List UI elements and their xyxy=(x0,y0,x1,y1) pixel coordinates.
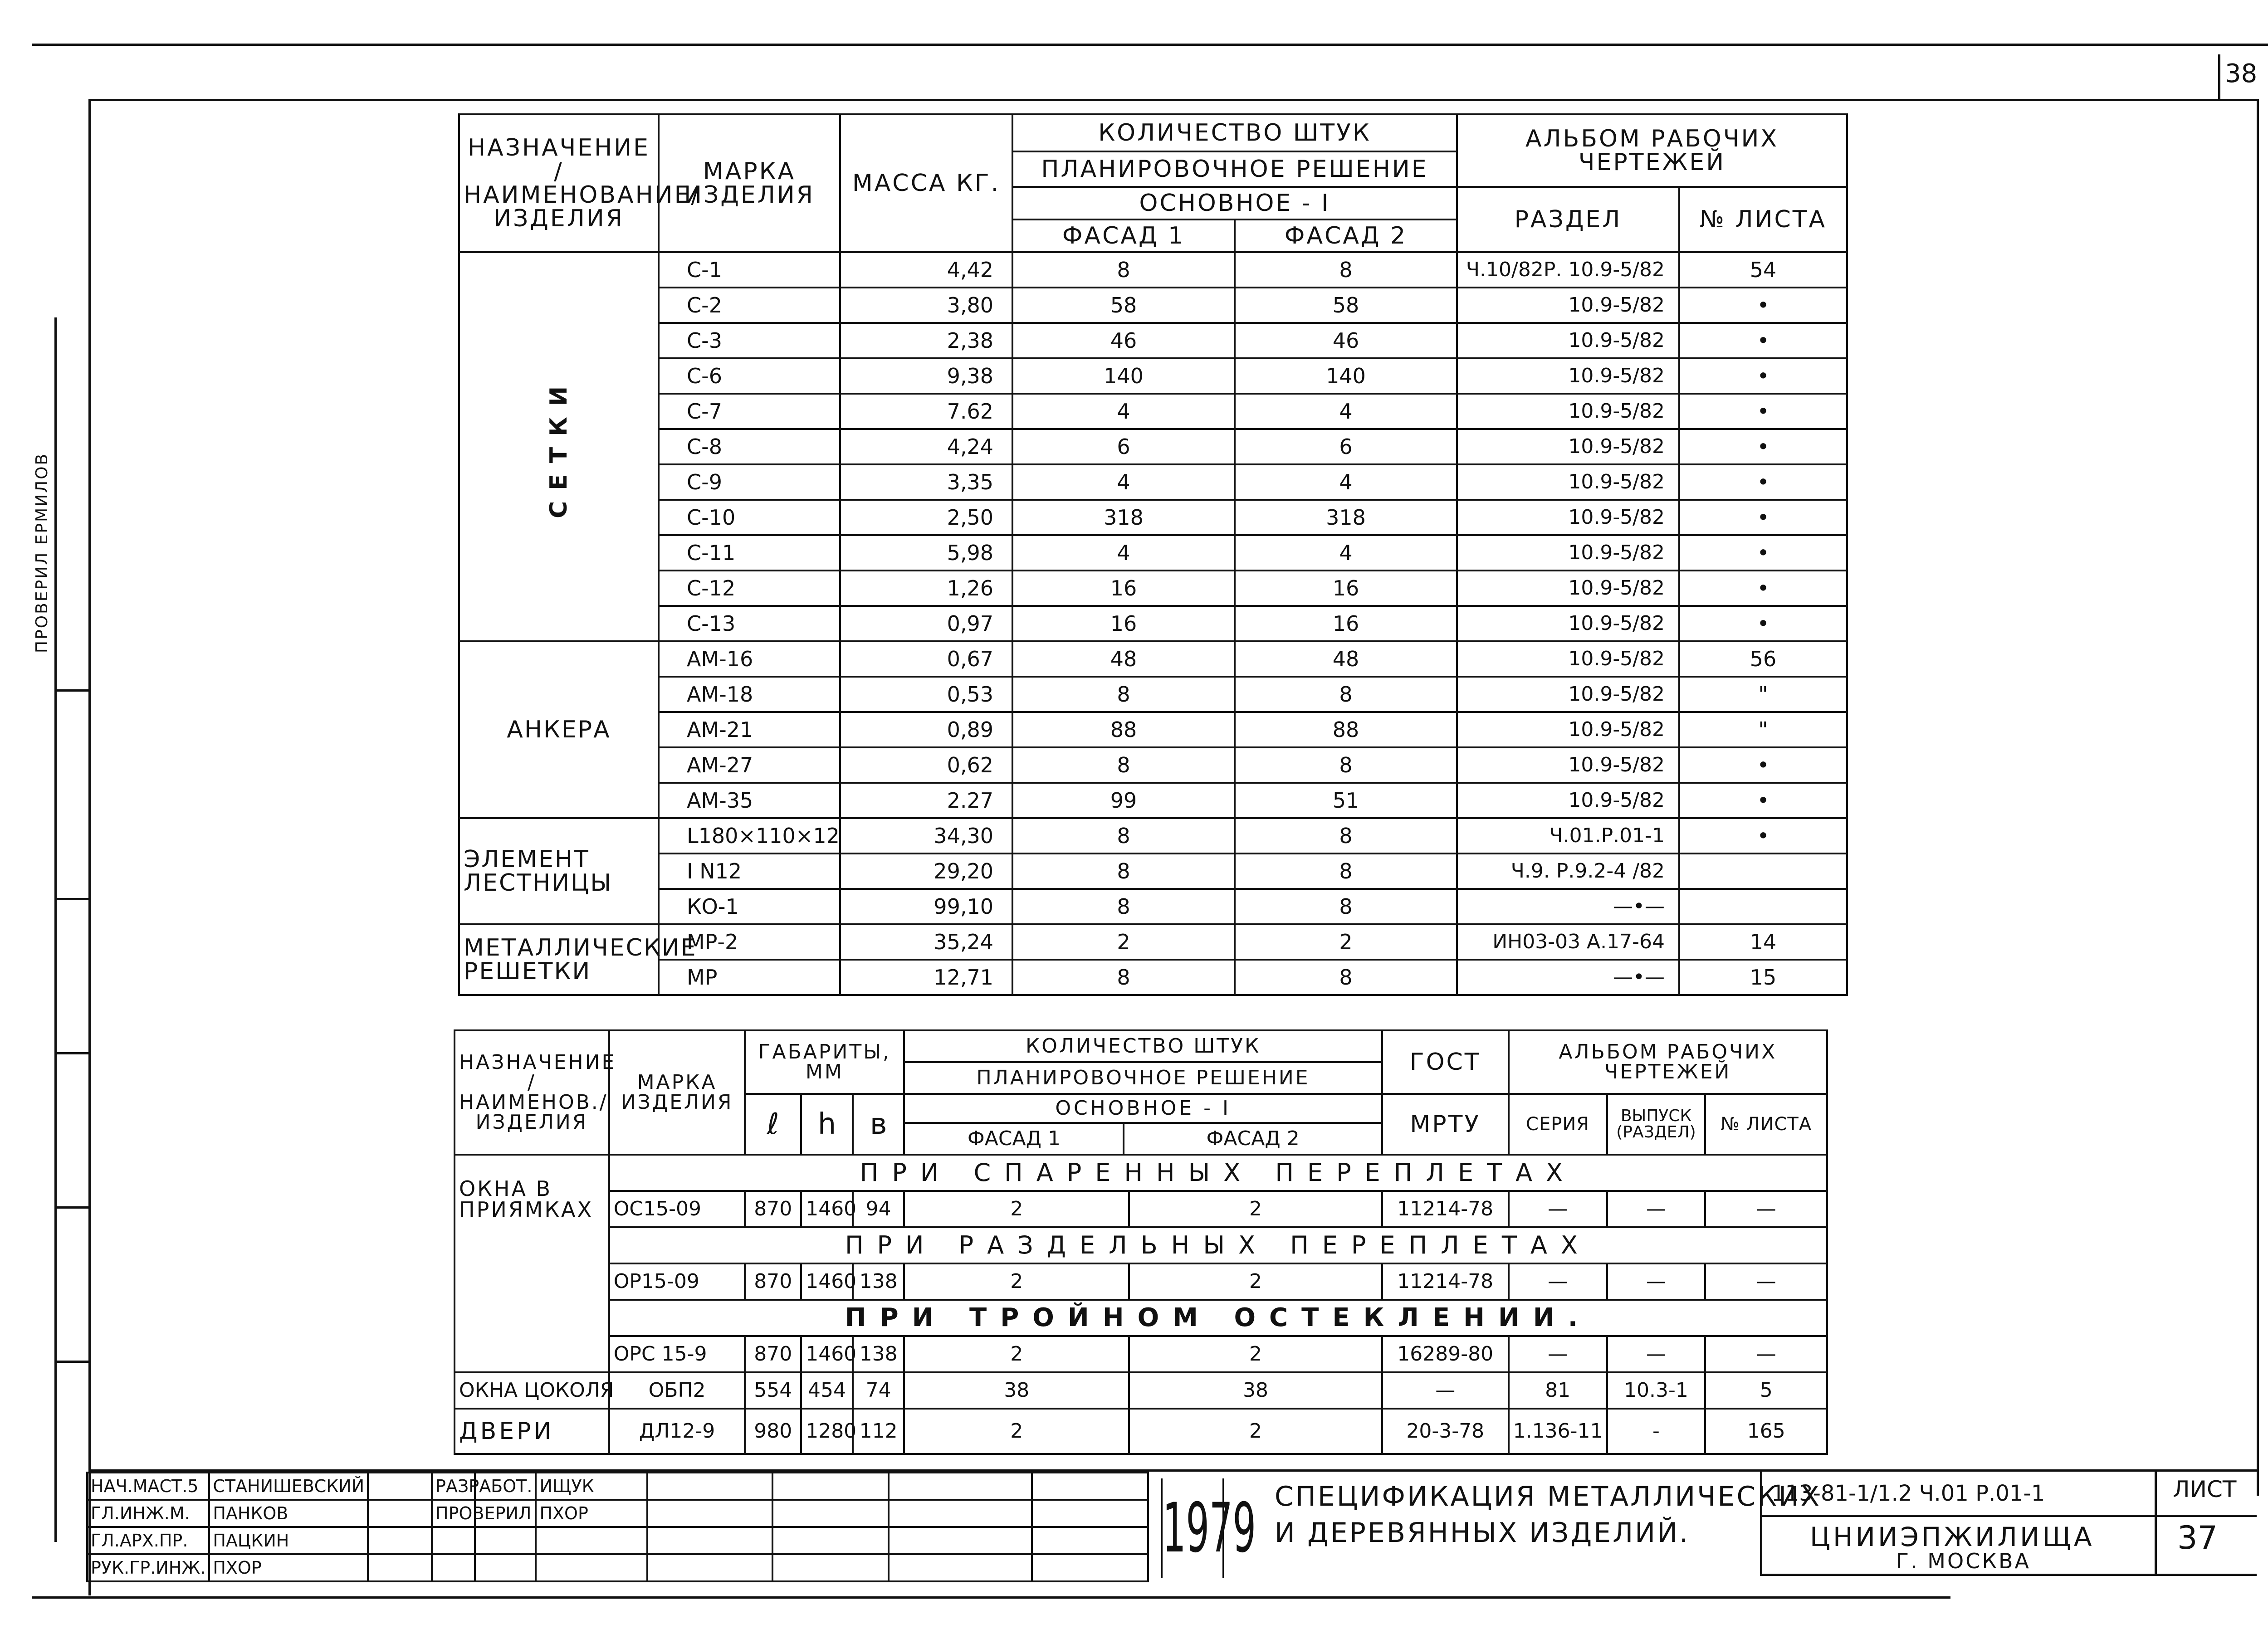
t2-header-issue: ВЫПУСК (РАЗДЕЛ) xyxy=(1607,1094,1706,1155)
facade2-cell: 48 xyxy=(1235,641,1457,677)
cell: ОБП2 xyxy=(609,1372,745,1409)
approval-name: ПАЦКИН xyxy=(209,1527,368,1554)
side-tick xyxy=(54,689,88,692)
section-cell: 10.9-5/82 xyxy=(1457,606,1679,641)
facade1-cell: 16 xyxy=(1012,571,1235,606)
mark-cell: С-9 xyxy=(659,464,840,500)
sheet-cell: • xyxy=(1679,429,1847,464)
sheet-cell: • xyxy=(1679,464,1847,500)
facade1-cell: 46 xyxy=(1012,323,1235,358)
cell: 870 xyxy=(745,1263,801,1300)
mark-cell: АМ-16 xyxy=(659,641,840,677)
sheet-cell: • xyxy=(1679,358,1847,394)
cell: — xyxy=(1509,1336,1607,1372)
wood-items-table xyxy=(454,1029,1828,1455)
cell: ДВЕРИ xyxy=(455,1409,609,1454)
t2-header-qty: КОЛИЧЕСТВО ШТУК xyxy=(904,1030,1382,1062)
sheet-cell: 56 xyxy=(1679,641,1847,677)
header-plan: ПЛАНИРОВОЧНОЕ РЕШЕНИЕ xyxy=(1012,151,1457,187)
cell: — xyxy=(1705,1336,1827,1372)
sheet-cell: " xyxy=(1679,677,1847,712)
facade2-cell: 8 xyxy=(1235,889,1457,924)
table-row xyxy=(459,783,1847,818)
t2-row-5 xyxy=(455,1409,1827,1454)
t2-row-2 xyxy=(455,1263,1827,1300)
cell: 138 xyxy=(853,1336,904,1372)
side-strip-line xyxy=(54,317,57,1542)
sheet-cell: 54 xyxy=(1679,252,1847,288)
cell: 1460 xyxy=(801,1191,853,1227)
t2-header-purpose: НАЗНАЧЕНИЕ /НАИМЕНОВ./ ИЗДЕЛИЯ xyxy=(455,1030,609,1155)
cell: 11214-78 xyxy=(1382,1263,1509,1300)
cell: 2 xyxy=(904,1336,1129,1372)
section-cell: Ч.10/82Р. 10.9-5/82 xyxy=(1457,252,1679,288)
table-row xyxy=(459,571,1847,606)
cell: 1460 xyxy=(801,1263,853,1300)
section-cell: Ч.01.Р.01-1 xyxy=(1457,818,1679,854)
t2-header-mark: МАРКА ИЗДЕЛИЯ xyxy=(609,1030,745,1155)
t2-windows-label: ОКНА В ПРИЯМКАХ xyxy=(455,1155,609,1372)
sheet-number: 37 xyxy=(2177,1519,2218,1556)
section-cell: 10.9-5/82 xyxy=(1457,464,1679,500)
facade2-cell: 4 xyxy=(1235,464,1457,500)
mark-cell: С-7 xyxy=(659,394,840,429)
signature-image xyxy=(651,1475,728,1493)
table-row xyxy=(459,889,1847,924)
t2-header-facade1: ФАСАД 1 xyxy=(905,1124,1124,1154)
section-cell: 10.9-5/82 xyxy=(1457,288,1679,323)
table-row xyxy=(459,464,1847,500)
cell: 5 xyxy=(1705,1372,1827,1409)
sheet-cell: • xyxy=(1679,394,1847,429)
cell: — xyxy=(1509,1191,1607,1227)
facade2-cell: 8 xyxy=(1235,747,1457,783)
t2-row-4 xyxy=(455,1372,1827,1409)
mass-cell: 4,42 xyxy=(840,252,1012,288)
facade2-cell: 4 xyxy=(1235,394,1457,429)
sheet-cell: • xyxy=(1679,323,1847,358)
cell: - xyxy=(1607,1409,1706,1454)
approval-row xyxy=(87,1527,475,1554)
table-row xyxy=(459,394,1847,429)
facade2-cell: 8 xyxy=(1235,677,1457,712)
facade1-cell: 8 xyxy=(1012,747,1235,783)
corner-divider xyxy=(2218,54,2220,100)
side-tick xyxy=(54,898,88,900)
cell: ОРС 15-9 xyxy=(609,1336,745,1372)
section-cell: 10.9-5/82 xyxy=(1457,747,1679,783)
mark-cell: АМ-21 xyxy=(659,712,840,747)
facade1-cell: 99 xyxy=(1012,783,1235,818)
sheet-cell: • xyxy=(1679,500,1847,535)
facade2-cell: 6 xyxy=(1235,429,1457,464)
facade1-cell: 8 xyxy=(1012,818,1235,854)
facade1-cell: 8 xyxy=(1012,960,1235,995)
header-section: РАЗДЕЛ xyxy=(1457,187,1679,252)
mark-cell: МР-2 xyxy=(659,924,840,960)
top-border xyxy=(32,44,2268,46)
section-cell: ИН03-03 А.17-64 xyxy=(1457,924,1679,960)
facade1-cell: 2 xyxy=(1012,924,1235,960)
group-label: МЕТАЛЛИЧЕСКИЕ РЕШЕТКИ xyxy=(459,924,659,995)
facade1-cell: 318 xyxy=(1012,500,1235,535)
t2-header-album: АЛЬБОМ РАБОЧИХ ЧЕРТЕЖЕЙ xyxy=(1509,1030,1827,1094)
facade2-cell: 2 xyxy=(1235,924,1457,960)
mark-cell: КО-1 xyxy=(659,889,840,924)
cell: — xyxy=(1705,1263,1827,1300)
sheet-cell: " xyxy=(1679,712,1847,747)
mark-cell: С-13 xyxy=(659,606,840,641)
header-qty: КОЛИЧЕСТВО ШТУК xyxy=(1012,114,1457,151)
t2-header-gost: ГОСТ xyxy=(1382,1030,1509,1094)
approval-row xyxy=(87,1473,475,1500)
cell: — xyxy=(1382,1372,1509,1409)
cell: 2 xyxy=(1129,1336,1382,1372)
sheet-cell: • xyxy=(1679,606,1847,641)
facade1-cell: 140 xyxy=(1012,358,1235,394)
organization: ЦНИИЭПЖИЛИЩА xyxy=(1810,1522,2095,1552)
cell: — xyxy=(1705,1191,1827,1227)
frame-top xyxy=(88,99,2257,101)
developer-name: ИЩУК xyxy=(536,1473,647,1500)
mark-cell: L180×110×12 xyxy=(659,818,840,854)
mass-cell: 0,97 xyxy=(840,606,1012,641)
cell: 2 xyxy=(904,1191,1129,1227)
sheet-cell: • xyxy=(1679,571,1847,606)
mark-cell: С-12 xyxy=(659,571,840,606)
facade1-cell: 58 xyxy=(1012,288,1235,323)
facade1-cell: 88 xyxy=(1012,712,1235,747)
table-row xyxy=(459,960,1847,995)
table-row xyxy=(459,252,1847,288)
table-row xyxy=(459,818,1847,854)
t2-header-l: ℓ xyxy=(745,1094,801,1155)
facade2-cell: 8 xyxy=(1235,960,1457,995)
facade1-cell: 8 xyxy=(1012,252,1235,288)
year-stamp: 1979 xyxy=(1161,1478,1224,1578)
cell: 38 xyxy=(904,1372,1129,1409)
cell: 2 xyxy=(1129,1409,1382,1454)
header-mass: МАССА КГ. xyxy=(840,114,1012,252)
cell: 870 xyxy=(745,1191,801,1227)
cell: 980 xyxy=(745,1409,801,1454)
table-row xyxy=(459,358,1847,394)
facade2-cell: 8 xyxy=(1235,854,1457,889)
sheet-cell: • xyxy=(1679,288,1847,323)
frame-left xyxy=(88,99,91,1595)
t2-row-3 xyxy=(455,1336,1827,1372)
mass-cell: 2.27 xyxy=(840,783,1012,818)
table-row xyxy=(459,677,1847,712)
cell: 1.136-11 xyxy=(1509,1409,1607,1454)
mark-cell: С-11 xyxy=(659,535,840,571)
header-sheet-no: № ЛИСТА xyxy=(1679,187,1847,252)
approvals-table xyxy=(86,1472,476,1582)
facade1-cell: 8 xyxy=(1012,854,1235,889)
section-cell: —•— xyxy=(1457,889,1679,924)
cell: 2 xyxy=(904,1409,1129,1454)
frame-right xyxy=(2257,99,2259,1496)
developers-table xyxy=(431,1472,1149,1582)
facade2-cell: 140 xyxy=(1235,358,1457,394)
table1-body xyxy=(459,252,1847,995)
sheet-cell: • xyxy=(1679,747,1847,783)
cell: 1280 xyxy=(801,1409,853,1454)
t2-header-basic: ОСНОВНОЕ - I xyxy=(905,1095,1381,1124)
table-row xyxy=(459,854,1847,889)
cell: ОС15-09 xyxy=(609,1191,745,1227)
mass-cell: 3,80 xyxy=(840,288,1012,323)
section-cell: 10.9-5/82 xyxy=(1457,783,1679,818)
mark-cell: С-3 xyxy=(659,323,840,358)
facade2-cell: 51 xyxy=(1235,783,1457,818)
t2-subheader-3: ПРИ ТРОЙНОМ ОСТЕКЛЕНИИ. xyxy=(609,1300,1827,1336)
t2-header-facade2: ФАСАД 2 xyxy=(1206,1127,1300,1150)
cell: 81 xyxy=(1509,1372,1607,1409)
title-divider xyxy=(1760,1469,1762,1574)
mark-cell: С-1 xyxy=(659,252,840,288)
section-cell: 10.9-5/82 xyxy=(1457,677,1679,712)
mass-cell: 0,67 xyxy=(840,641,1012,677)
cell: 94 xyxy=(853,1191,904,1227)
doc-code: 113-81-1/1.2 Ч.01 Р.01-1 xyxy=(1771,1481,2045,1506)
approval-role: РУК.ГР.ИНЖ. xyxy=(87,1554,209,1581)
cell: 38 xyxy=(1129,1372,1382,1409)
cell: 2 xyxy=(1129,1263,1382,1300)
section-cell: 10.9-5/82 xyxy=(1457,641,1679,677)
cell: — xyxy=(1607,1191,1706,1227)
title-block-bottom xyxy=(32,1596,1950,1599)
cell: — xyxy=(1607,1263,1706,1300)
cell: 16289-80 xyxy=(1382,1336,1509,1372)
cell: 870 xyxy=(745,1336,801,1372)
table-row xyxy=(459,606,1847,641)
cell: ОКНА ЦОКОЛЯ xyxy=(455,1372,609,1409)
section-cell: 10.9-5/82 xyxy=(1457,429,1679,464)
checker-name: ПХОР xyxy=(536,1500,647,1527)
doc-title-line1: СПЕЦИФИКАЦИЯ МЕТАЛЛИЧЕСКИХ xyxy=(1275,1481,1821,1512)
signature-image xyxy=(651,1502,728,1521)
header-facade2: ФАСАД 2 xyxy=(1235,219,1457,252)
approval-name: ПХОР xyxy=(209,1554,368,1581)
mass-cell: 0,53 xyxy=(840,677,1012,712)
approval-row xyxy=(87,1554,475,1581)
facade2-cell: 318 xyxy=(1235,500,1457,535)
mark-cell: АМ-27 xyxy=(659,747,840,783)
mass-cell: 9,38 xyxy=(840,358,1012,394)
table-row xyxy=(459,924,1847,960)
t2-header-h: h xyxy=(801,1094,853,1155)
header-purpose: НАЗНАЧЕНИЕ /НАИМЕНОВАНИЕ/ ИЗДЕЛИЯ xyxy=(459,114,659,252)
table-row xyxy=(459,429,1847,464)
mass-cell: 4,24 xyxy=(840,429,1012,464)
approval-role: ГЛ.АРХ.ПР. xyxy=(87,1527,209,1554)
section-cell: Ч.9. Р.9.2-4 /82 xyxy=(1457,854,1679,889)
mark-cell: МР xyxy=(659,960,840,995)
sheet-label: ЛИСТ xyxy=(2173,1476,2237,1502)
facade1-cell: 16 xyxy=(1012,606,1235,641)
metal-items-table xyxy=(458,113,1848,996)
table-row xyxy=(459,641,1847,677)
mass-cell: 0,89 xyxy=(840,712,1012,747)
side-tick xyxy=(54,1206,88,1209)
t2-header-series: СЕРИЯ xyxy=(1509,1094,1607,1155)
mass-cell: 5,98 xyxy=(840,535,1012,571)
mass-cell: 99,10 xyxy=(840,889,1012,924)
sheet-cell xyxy=(1679,889,1847,924)
table-row xyxy=(459,535,1847,571)
doc-title-line2: И ДЕРЕВЯННЫХ ИЗДЕЛИЙ. xyxy=(1275,1517,1690,1549)
mass-cell: 3,35 xyxy=(840,464,1012,500)
facade1-cell: 6 xyxy=(1012,429,1235,464)
t2-header-dims: ГАБАРИТЫ, ММ xyxy=(745,1030,904,1094)
mass-cell: 0,62 xyxy=(840,747,1012,783)
facade2-cell: 4 xyxy=(1235,535,1457,571)
t2-subheader-2: ПРИ РАЗДЕЛЬНЫХ ПЕРЕПЛЕТАХ xyxy=(609,1227,1827,1263)
facade2-cell: 88 xyxy=(1235,712,1457,747)
mass-cell: 12,71 xyxy=(840,960,1012,995)
table-row xyxy=(459,500,1847,535)
title-divider xyxy=(1760,1515,2257,1517)
side-stamp: ПРОВЕРИЛ ЕРМИЛОВ xyxy=(33,452,51,653)
mass-cell: 29,20 xyxy=(840,854,1012,889)
t2-subheader-1: ПРИ СПАРЕННЫХ ПЕРЕПЛЕТАХ xyxy=(609,1155,1827,1191)
facade2-cell: 58 xyxy=(1235,288,1457,323)
mark-cell: АМ-18 xyxy=(659,677,840,712)
cell: 2 xyxy=(904,1263,1129,1300)
cell: 11214-78 xyxy=(1382,1191,1509,1227)
section-cell: 10.9-5/82 xyxy=(1457,571,1679,606)
sheet-cell: 14 xyxy=(1679,924,1847,960)
mark-cell: АМ-35 xyxy=(659,783,840,818)
facade1-cell: 4 xyxy=(1012,535,1235,571)
table-row xyxy=(459,712,1847,747)
facade2-cell: 8 xyxy=(1235,818,1457,854)
group-label: СЕТКИ xyxy=(459,252,659,641)
mass-cell: 2,38 xyxy=(840,323,1012,358)
section-cell: 10.9-5/82 xyxy=(1457,712,1679,747)
section-cell: 10.9-5/82 xyxy=(1457,358,1679,394)
corner-page-number: 38 xyxy=(2225,59,2258,88)
approval-name: СТАНИШЕВСКИЙ xyxy=(209,1473,368,1500)
approval-row xyxy=(87,1500,475,1527)
side-tick xyxy=(54,1052,88,1054)
section-cell: 10.9-5/82 xyxy=(1457,500,1679,535)
t2-header-plan: ПЛАНИРОВОЧНОЕ РЕШЕНИЕ xyxy=(904,1062,1382,1094)
sheet-cell: • xyxy=(1679,818,1847,854)
cell: ДЛ12-9 xyxy=(609,1409,745,1454)
mass-cell: 35,24 xyxy=(840,924,1012,960)
t2-header-mrtu: МРТУ xyxy=(1382,1094,1509,1155)
facade1-cell: 48 xyxy=(1012,641,1235,677)
facade2-cell: 16 xyxy=(1235,606,1457,641)
header-album: АЛЬБОМ РАБОЧИХ ЧЕРТЕЖЕЙ xyxy=(1457,114,1847,187)
cell: 554 xyxy=(745,1372,801,1409)
approval-role: НАЧ.МАСТ.5 xyxy=(87,1473,209,1500)
sheet-cell xyxy=(1679,854,1847,889)
table-row xyxy=(459,323,1847,358)
mass-cell: 2,50 xyxy=(840,500,1012,535)
mass-cell: 34,30 xyxy=(840,818,1012,854)
approval-role: ГЛ.ИНЖ.М. xyxy=(87,1500,209,1527)
title-divider xyxy=(2155,1469,2157,1574)
section-cell: 10.9-5/82 xyxy=(1457,394,1679,429)
facade2-cell: 46 xyxy=(1235,323,1457,358)
t2-header-b: в xyxy=(853,1094,904,1155)
section-cell: 10.9-5/82 xyxy=(1457,535,1679,571)
cell: 1460 xyxy=(801,1336,853,1372)
cell: 20-3-78 xyxy=(1382,1409,1509,1454)
sheet-cell: • xyxy=(1679,535,1847,571)
section-cell: 10.9-5/82 xyxy=(1457,323,1679,358)
mark-cell: С-6 xyxy=(659,358,840,394)
mass-cell: 1,26 xyxy=(840,571,1012,606)
cell: 74 xyxy=(853,1372,904,1409)
cell: 138 xyxy=(853,1263,904,1300)
section-cell: —•— xyxy=(1457,960,1679,995)
t2-row-1 xyxy=(455,1191,1827,1227)
approval-name: ПАНКОВ xyxy=(209,1500,368,1527)
cell: — xyxy=(1509,1263,1607,1300)
facade2-cell: 16 xyxy=(1235,571,1457,606)
cell: 112 xyxy=(853,1409,904,1454)
mark-cell: С-8 xyxy=(659,429,840,464)
mark-cell: С-10 xyxy=(659,500,840,535)
mark-cell: I N12 xyxy=(659,854,840,889)
header-facade1: ФАСАД 1 xyxy=(1012,219,1235,252)
cell: 10.3-1 xyxy=(1607,1372,1706,1409)
developer-role: РАЗРАБОТ. xyxy=(432,1473,536,1500)
title-divider xyxy=(1760,1574,2257,1576)
group-label: АНКЕРА xyxy=(459,641,659,818)
header-basic: ОСНОВНОЕ - I xyxy=(1012,187,1457,219)
facade2-cell: 8 xyxy=(1235,252,1457,288)
header-mark: МАРКА ИЗДЕЛИЯ xyxy=(659,114,840,252)
cell: — xyxy=(1607,1336,1706,1372)
facade1-cell: 8 xyxy=(1012,889,1235,924)
sheet-cell: • xyxy=(1679,783,1847,818)
cell: 165 xyxy=(1705,1409,1827,1454)
sheet-cell: 15 xyxy=(1679,960,1847,995)
facade1-cell: 4 xyxy=(1012,464,1235,500)
group-label: ЭЛЕМЕНТ ЛЕСТНИЦЫ xyxy=(459,818,659,924)
t2-header-sheet-no: № ЛИСТА xyxy=(1705,1094,1827,1155)
cell: 2 xyxy=(1129,1191,1382,1227)
side-tick xyxy=(54,1361,88,1363)
cell: 454 xyxy=(801,1372,853,1409)
facade1-cell: 4 xyxy=(1012,394,1235,429)
city: Г. МОСКВА xyxy=(1896,1549,2031,1573)
facade1-cell: 8 xyxy=(1012,677,1235,712)
cell: ОР15-09 xyxy=(609,1263,745,1300)
mark-cell: С-2 xyxy=(659,288,840,323)
checker-role: ПРОВЕРИЛ xyxy=(432,1500,536,1527)
table-row xyxy=(459,288,1847,323)
mass-cell: 7.62 xyxy=(840,394,1012,429)
table-row xyxy=(459,747,1847,783)
